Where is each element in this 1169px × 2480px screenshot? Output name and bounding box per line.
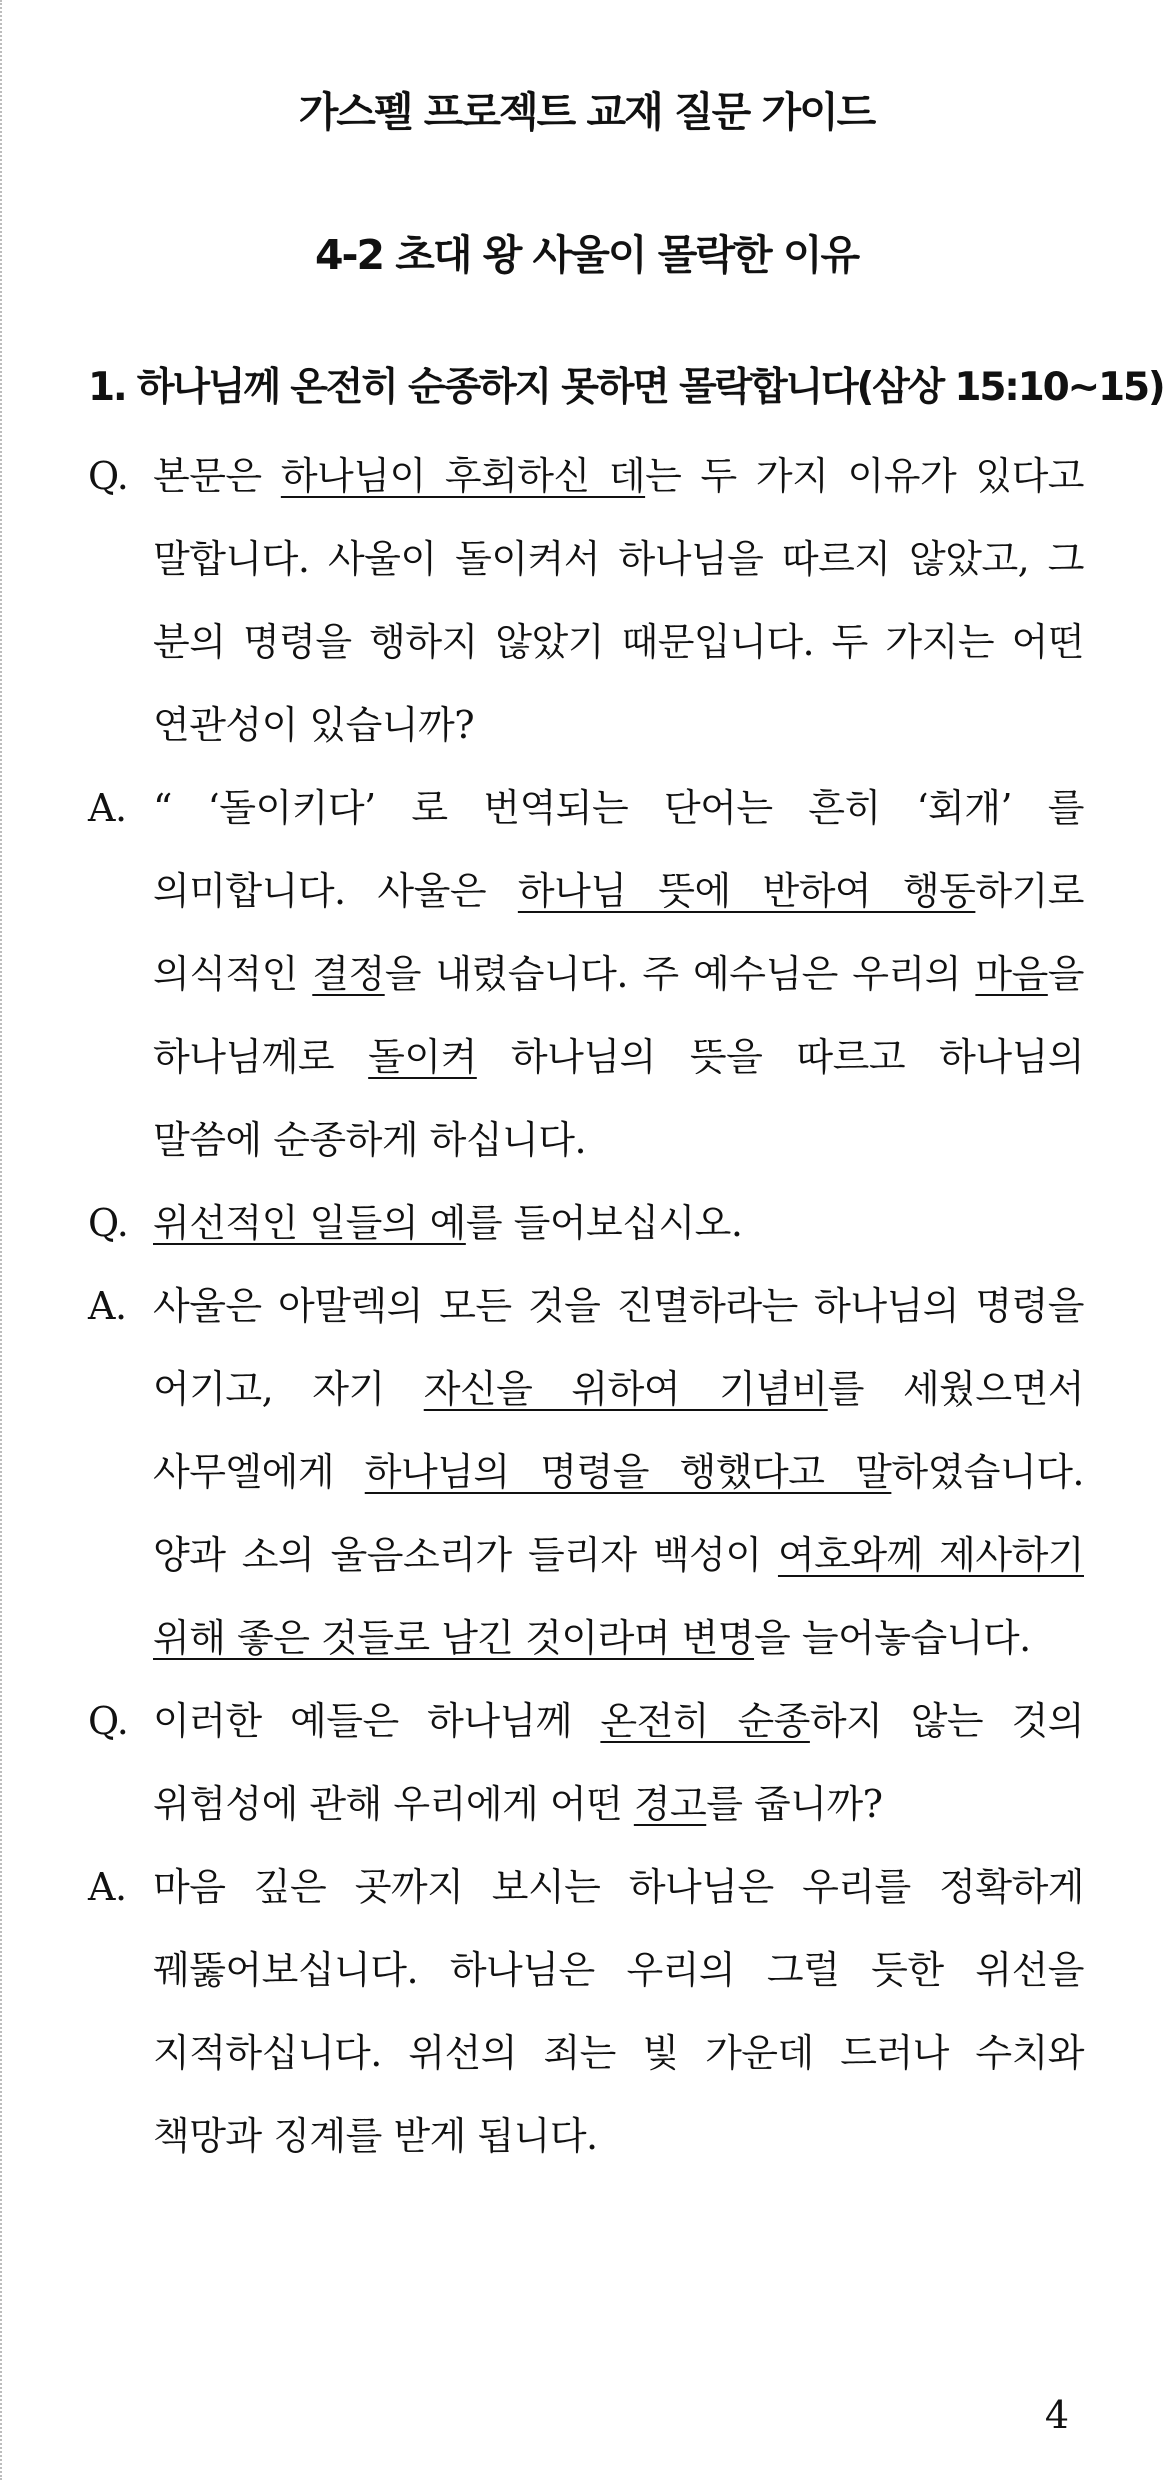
lesson-title: 4-2 초대 왕 사울이 몰락한 이유 [314, 231, 859, 279]
qa-text: 을 하나님께로 [153, 952, 1085, 1079]
qa-marker: A. [88, 1284, 127, 1328]
qa-body [153, 1680, 1084, 1846]
underlined-text: 마음 [975, 952, 1048, 996]
qa-marker: Q. [88, 1201, 129, 1245]
document-title: 가스펠 프로젝트 교재 질문 가이드 [298, 88, 875, 136]
qa-text: 하였습니다. 양과 소의 울음소리가 들리자 백성이 [153, 1450, 1084, 1577]
underlined-text: 결정 [312, 952, 385, 996]
underlined-text: 하나님 뜻에 반하여 행동 [517, 869, 976, 913]
qa-item-question-2 [88, 1182, 1084, 1265]
qa-item-question-3 [88, 1680, 1084, 1846]
qa-body [153, 767, 1084, 1182]
page-number: 4 [1044, 2393, 1069, 2437]
qa-item-question-1 [88, 435, 1084, 767]
qa-item-answer-2 [88, 1265, 1084, 1680]
qa-text: 를 들어보십시오. [465, 1201, 743, 1245]
qa-marker: Q. [88, 454, 129, 498]
underlined-text: 하나님의 명령을 행했다고 말 [364, 1450, 892, 1494]
qa-marker: Q. [88, 1699, 129, 1743]
qa-text: 을 늘어놓습니다. [754, 1616, 1031, 1660]
underlined-text: 위선적인 일들의 예 [153, 1201, 466, 1245]
qa-text: 을 내렸습니다. 주 예수님은 우리의 [384, 952, 976, 996]
qa-text: 를 세웠으면서 사무엘에게 [153, 1367, 1085, 1494]
qa-body [153, 1182, 1084, 1265]
qa-text: “ ‘돌이키다’ 로 번역되는 단어는 흔히 ‘회개’ 를 의미합니다. 사울은 [153, 786, 1084, 913]
underlined-text: 하나님이 후회하신 데 [280, 454, 646, 498]
underlined-text: 온전히 순종 [600, 1699, 810, 1743]
underlined-text: 자신을 위하여 기념비 [423, 1367, 828, 1411]
qa-text: 하기로 의식적인 [153, 869, 1084, 996]
qa-item-answer-1 [88, 767, 1084, 1182]
qa-marker: A. [88, 786, 127, 830]
underlined-text: 여호와께 제사하기 위해 좋은 것들로 남긴 것이라며 변명 [153, 1533, 1084, 1660]
qa-text: 본문은 [153, 454, 281, 498]
qa-body [153, 1846, 1084, 2178]
qa-text: 이러한 예들은 하나님께 [153, 1699, 601, 1743]
underlined-text: 돌이켜 [368, 1035, 477, 1079]
qa-item-answer-3 [88, 1846, 1084, 2178]
underlined-text: 경고 [633, 1782, 707, 1826]
qa-marker: A. [88, 1865, 127, 1909]
qa-text: 하나님의 뜻을 따르고 하나님의 말씀에 순종하게 하십니다. [153, 1035, 1084, 1162]
qa-body [153, 1265, 1084, 1680]
qa-text: 하지 않는 것의 위험성에 관해 우리에게 어떤 [153, 1699, 1084, 1826]
section-heading: 1. 하나님께 온전히 순종하지 못하면 몰락합니다(삼상 15:10~15) [88, 365, 1164, 410]
qa-text: 사울은 아말렉의 모든 것을 진멸하라는 하나님의 명령을 어기고, 자기 [153, 1284, 1084, 1411]
qa-text: 마음 깊은 곳까지 보시는 하나님은 우리를 정확하게 꿰뚫어보십니다. 하나님은 우리의 그럴 듯한 위선을 지적하십니다. 위선의 죄는 빛 가운데 드러나 수치와 책망과 징계를 받게 됩니다. [153, 1865, 1084, 2158]
qa-text: 를 줍니까? [706, 1782, 883, 1826]
qa-text: 는 두 가지 이유가 있다고 말합니다. 사울이 돌이켜서 하나님을 따르지 않았고, 그 분의 명령을 행하지 않았기 때문입니다. 두 가지는 어떤 연관성이 있습니까? [153, 454, 1084, 747]
qa-body [153, 435, 1084, 767]
